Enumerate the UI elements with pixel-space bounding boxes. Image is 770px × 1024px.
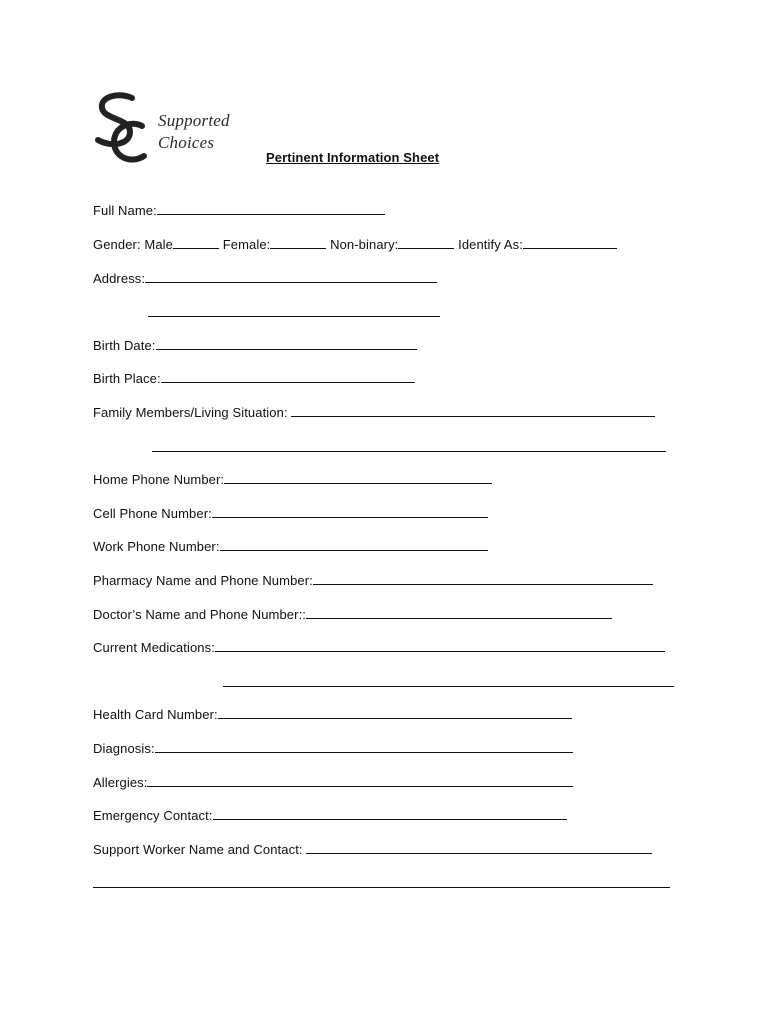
doctor-field[interactable] <box>306 605 612 619</box>
medications-row <box>93 638 665 656</box>
support-worker-field-2[interactable] <box>93 887 670 888</box>
male-field[interactable] <box>173 235 219 249</box>
full-name-row <box>93 201 385 219</box>
diagnosis-label: Diagnosis: <box>93 741 155 756</box>
work-phone-field[interactable] <box>220 537 488 551</box>
birth-date-label: Birth Date: <box>93 338 156 353</box>
full-name-label: Full Name: <box>93 203 157 218</box>
support-worker-row <box>93 840 652 858</box>
support-worker-field-1[interactable] <box>306 840 652 854</box>
pharmacy-label: Pharmacy Name and Phone Number: <box>93 573 313 588</box>
birth-place-row <box>93 369 415 387</box>
logo-wordmark <box>158 110 230 154</box>
cell-phone-row <box>93 504 488 522</box>
home-phone-field[interactable] <box>224 470 492 484</box>
birth-date-field[interactable] <box>156 336 417 350</box>
address-label: Address: <box>93 271 146 286</box>
home-phone-label: Home Phone Number: <box>93 472 225 487</box>
address-field-2[interactable] <box>148 316 440 317</box>
logo-line-1: Supported <box>158 111 230 130</box>
identify-as-field[interactable] <box>523 235 617 249</box>
full-name-field[interactable] <box>157 201 385 215</box>
diagnosis-row <box>93 739 573 757</box>
identify-as-label: Identify As: <box>458 237 523 252</box>
birth-date-row <box>93 336 417 354</box>
sc-monogram-icon <box>92 90 162 166</box>
health-card-label: Health Card Number: <box>93 707 218 722</box>
family-field-1[interactable] <box>291 403 655 417</box>
non-binary-label: Non-binary: <box>330 237 399 252</box>
page-title: Pertinent Information Sheet <box>266 150 440 165</box>
family-label: Family Members/Living Situation: <box>93 405 288 420</box>
supported-choices-logo <box>92 90 252 166</box>
medications-field-1[interactable] <box>215 638 665 652</box>
gender-row <box>93 235 617 253</box>
emergency-row <box>93 806 567 824</box>
address-row <box>93 269 437 287</box>
medications-label: Current Medications: <box>93 640 215 655</box>
birth-place-field[interactable] <box>161 369 415 383</box>
pharmacy-row <box>93 571 653 589</box>
female-field[interactable] <box>270 235 326 249</box>
cell-phone-field[interactable] <box>212 504 488 518</box>
work-phone-label: Work Phone Number: <box>93 539 220 554</box>
doctor-row <box>93 605 612 623</box>
birth-place-label: Birth Place: <box>93 371 161 386</box>
allergies-row <box>93 773 573 791</box>
medications-field-2[interactable] <box>223 686 674 687</box>
non-binary-field[interactable] <box>398 235 454 249</box>
cell-phone-label: Cell Phone Number: <box>93 506 212 521</box>
support-worker-label: Support Worker Name and Contact: <box>93 842 303 857</box>
address-field-1[interactable] <box>145 269 437 283</box>
allergies-label: Allergies: <box>93 775 148 790</box>
home-phone-row <box>93 470 492 488</box>
work-phone-row <box>93 537 488 555</box>
gender-label: Gender: <box>93 237 141 252</box>
male-label: Male <box>144 237 173 252</box>
pharmacy-field[interactable] <box>313 571 653 585</box>
doctor-label: Doctor’s Name and Phone Number:: <box>93 607 306 622</box>
emergency-label: Emergency Contact: <box>93 808 213 823</box>
emergency-field[interactable] <box>213 806 567 820</box>
diagnosis-field[interactable] <box>155 739 573 753</box>
logo-line-2: Choices <box>158 133 215 152</box>
family-field-2[interactable] <box>152 451 666 452</box>
family-row <box>93 403 655 421</box>
allergies-field[interactable] <box>147 773 573 787</box>
health-card-field[interactable] <box>218 705 572 719</box>
female-label: Female: <box>222 237 271 252</box>
health-card-row <box>93 705 572 723</box>
